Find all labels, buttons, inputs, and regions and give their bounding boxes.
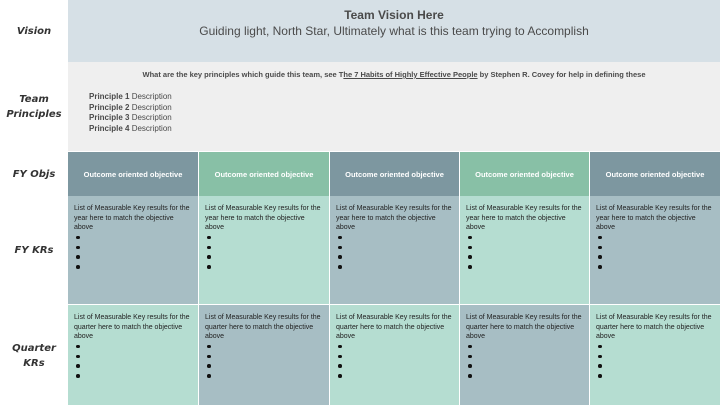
principle-item bbox=[89, 113, 172, 124]
row-label-quarter-krs: Quarter KRs bbox=[12, 343, 56, 369]
quarter-kr-text: List of Measurable Key results for the quarter here to match the objective above bbox=[596, 314, 712, 341]
bullet-item bbox=[211, 233, 323, 243]
principle-name: Principle 4 bbox=[89, 123, 130, 133]
objective-cell: Outcome oriented objective bbox=[68, 152, 198, 196]
kr-bullet-list bbox=[205, 342, 323, 381]
bullet-item bbox=[602, 361, 714, 371]
kr-bullet-list bbox=[466, 342, 583, 381]
quarter-kr-cell bbox=[330, 305, 459, 405]
bullet-item bbox=[342, 361, 453, 371]
bullet-item bbox=[342, 352, 453, 362]
principle-item bbox=[89, 103, 172, 114]
fy-kr-text: List of Measurable Key results for the year here to match the objective above bbox=[205, 205, 321, 232]
quarter-kr-text: List of Measurable Key results for the quarter here to match the objective above bbox=[74, 314, 190, 341]
bullet-item bbox=[602, 233, 714, 243]
fy-kr-text: List of Measurable Key results for the year here to match the objective above bbox=[74, 205, 190, 232]
bullet-item bbox=[602, 243, 714, 253]
fy-kr-cell bbox=[590, 196, 720, 304]
bullet-item bbox=[342, 252, 453, 262]
row-label-fy-objs: FY Objs bbox=[12, 168, 56, 180]
bullet-item bbox=[472, 262, 583, 272]
principles-intro-suffix: by Stephen R. Covey for help in defining these bbox=[477, 70, 646, 79]
bullet-item bbox=[211, 371, 323, 381]
bullet-item bbox=[472, 361, 583, 371]
principles-intro-prefix: What are the key principles which guide this team, see T bbox=[142, 70, 344, 79]
principle-name: Principle 2 bbox=[89, 102, 130, 112]
principle-item bbox=[89, 92, 172, 103]
principle-desc: Description bbox=[131, 102, 172, 112]
bullet-item bbox=[342, 342, 453, 352]
principle-item bbox=[89, 124, 172, 135]
principles-intro bbox=[68, 70, 720, 79]
row-label-team-principles: Team Principles bbox=[6, 94, 62, 120]
bullet-item bbox=[80, 233, 192, 243]
quarter-kr-cell bbox=[460, 305, 589, 405]
bullet-item bbox=[602, 342, 714, 352]
bullet-item bbox=[602, 371, 714, 381]
kr-bullet-list bbox=[205, 233, 323, 272]
bullet-item bbox=[80, 361, 192, 371]
bullet-item bbox=[80, 352, 192, 362]
fy-kr-text: List of Measurable Key results for the year here to match the objective above bbox=[466, 205, 582, 232]
quarter-kr-cell bbox=[68, 305, 198, 405]
fy-kr-cell bbox=[199, 196, 329, 304]
principles-list bbox=[89, 92, 172, 134]
fy-kr-cell bbox=[460, 196, 589, 304]
kr-bullet-list bbox=[336, 233, 453, 272]
bullet-item bbox=[602, 352, 714, 362]
fy-kr-text: List of Measurable Key results for the year here to match the objective above bbox=[596, 205, 712, 232]
bullet-item bbox=[80, 252, 192, 262]
kr-bullet-list bbox=[336, 342, 453, 381]
bullet-item bbox=[80, 262, 192, 272]
bullet-item bbox=[602, 252, 714, 262]
bullet-item bbox=[472, 243, 583, 253]
bullet-item bbox=[211, 342, 323, 352]
bullet-item bbox=[211, 352, 323, 362]
bullet-item bbox=[472, 352, 583, 362]
vision-title: Team Vision Here bbox=[344, 8, 444, 22]
quarter-kr-text: List of Measurable Key results for the quarter here to match the objective above bbox=[205, 314, 321, 341]
bullet-item bbox=[211, 361, 323, 371]
vision-section bbox=[68, 0, 720, 62]
kr-bullet-list bbox=[74, 233, 192, 272]
principle-desc: Description bbox=[131, 123, 172, 133]
fy-kr-cell bbox=[330, 196, 459, 304]
bullet-item bbox=[342, 243, 453, 253]
principle-desc: Description bbox=[131, 113, 172, 123]
bullet-item bbox=[342, 371, 453, 381]
quarter-kr-text: List of Measurable Key results for the quarter here to match the objective above bbox=[466, 314, 582, 341]
bullet-item bbox=[472, 371, 583, 381]
fy-kr-text: List of Measurable Key results for the year here to match the objective above bbox=[336, 205, 452, 232]
bullet-item bbox=[211, 262, 323, 272]
principles-section bbox=[68, 62, 720, 151]
bullet-item bbox=[472, 342, 583, 352]
row-label-fy-krs: FY KRs bbox=[14, 244, 54, 256]
objective-cell: Outcome oriented objective bbox=[199, 152, 329, 196]
kr-bullet-list bbox=[596, 342, 714, 381]
bullet-item bbox=[472, 233, 583, 243]
principle-name: Principle 1 bbox=[89, 92, 130, 101]
bullet-item bbox=[342, 233, 453, 243]
objective-cell: Outcome oriented objective bbox=[590, 152, 720, 196]
kr-bullet-list bbox=[74, 342, 192, 381]
book-link[interactable]: he 7 Habits of Highly Effective People bbox=[343, 70, 478, 79]
fy-kr-cell bbox=[68, 196, 198, 304]
bullet-item bbox=[342, 262, 453, 272]
bullet-item bbox=[80, 243, 192, 253]
bullet-item bbox=[211, 252, 323, 262]
bullet-item bbox=[472, 252, 583, 262]
objective-cell: Outcome oriented objective bbox=[330, 152, 459, 196]
row-label-vision: Vision bbox=[16, 25, 52, 37]
principle-desc: Description bbox=[131, 92, 172, 101]
quarter-kr-cell bbox=[199, 305, 329, 405]
kr-bullet-list bbox=[596, 233, 714, 272]
bullet-item bbox=[211, 243, 323, 253]
kr-bullet-list bbox=[466, 233, 583, 272]
bullet-item bbox=[80, 371, 192, 381]
bullet-item bbox=[602, 262, 714, 272]
vision-subtitle: Guiding light, North Star, Ultimately what is this team trying to Accomplish bbox=[199, 24, 589, 38]
quarter-kr-text: List of Measurable Key results for the quarter here to match the objective above bbox=[336, 314, 452, 341]
principle-name: Principle 3 bbox=[89, 113, 130, 123]
objective-cell: Outcome oriented objective bbox=[460, 152, 589, 196]
quarter-kr-cell bbox=[590, 305, 720, 405]
bullet-item bbox=[80, 342, 192, 352]
